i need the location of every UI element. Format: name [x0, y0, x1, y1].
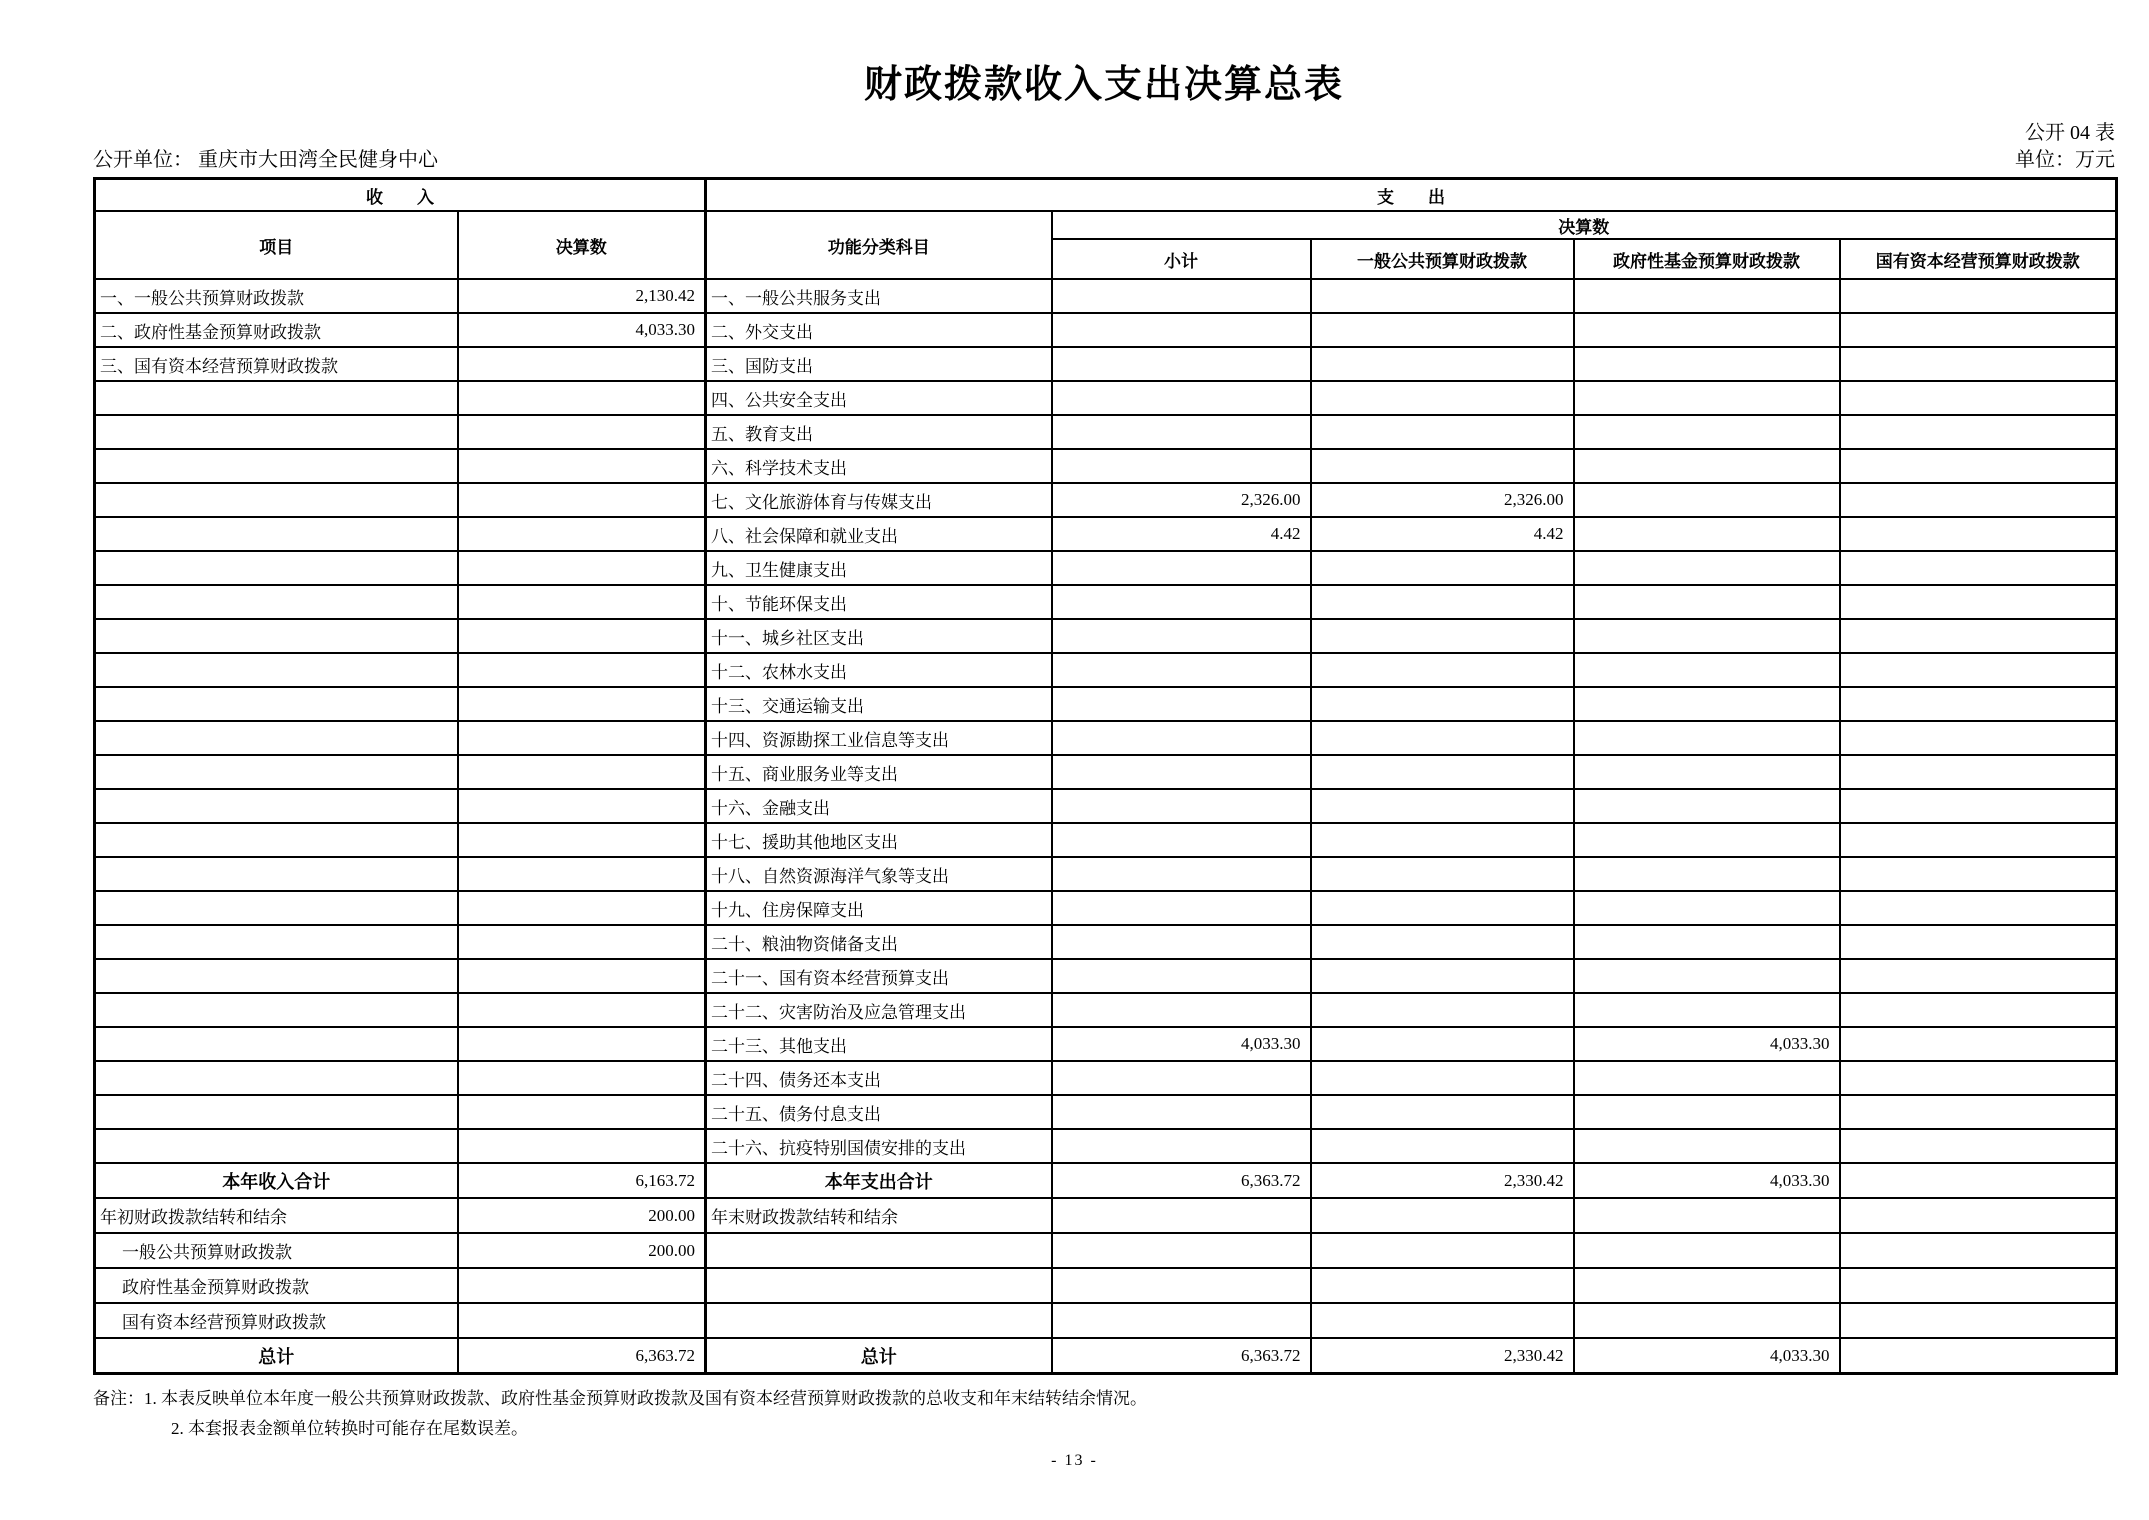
state-capital-cell — [1840, 483, 2117, 517]
table-row — [95, 279, 2117, 313]
table-row — [95, 1198, 2117, 1233]
gov-fund-cell — [1574, 551, 1840, 585]
income-item-cell: 一般公共预算财政拨款 — [95, 1233, 458, 1268]
table-row — [95, 1027, 2117, 1061]
state-capital-cell — [1840, 1233, 2117, 1268]
gov-fund-cell — [1574, 959, 1840, 993]
gov-fund-cell — [1574, 1095, 1840, 1129]
table-row — [95, 653, 2117, 687]
table-row — [95, 721, 2117, 755]
subtotal-cell — [1052, 1233, 1311, 1268]
notes-label: 备注： — [93, 1389, 144, 1408]
state-capital-cell — [1840, 1163, 2117, 1198]
fiscal-appropriation-table — [93, 177, 2118, 1375]
table-row — [95, 823, 2117, 857]
state-capital-cell — [1840, 721, 2117, 755]
income-value-cell — [458, 381, 706, 415]
state-capital-cell — [1840, 585, 2117, 619]
income-item-cell — [95, 415, 458, 449]
gov-fund-cell — [1574, 687, 1840, 721]
table-row — [95, 1268, 2117, 1303]
gov-fund-cell — [1574, 1129, 1840, 1163]
income-item-cell: 国有资本经营预算财政拨款 — [95, 1303, 458, 1338]
state-capital-cell — [1840, 1198, 2117, 1233]
general-budget-cell — [1311, 1061, 1574, 1095]
income-value-cell — [458, 1303, 706, 1338]
income-value-cell — [458, 789, 706, 823]
general-budget-cell — [1311, 1233, 1574, 1268]
income-value-cell: 200.00 — [458, 1198, 706, 1233]
expense-item-cell: 十三、交通运输支出 — [706, 687, 1052, 721]
income-value-cell — [458, 483, 706, 517]
subtotal-cell — [1052, 823, 1311, 857]
income-value-cell — [458, 1129, 706, 1163]
state-capital-cell — [1840, 891, 2117, 925]
gov-fund-cell — [1574, 857, 1840, 891]
col-header-state-capital: 国有资本经营预算财政拨款 — [1840, 239, 2117, 279]
income-item-cell — [95, 857, 458, 891]
income-value-cell — [458, 959, 706, 993]
note-text-2: 2. 本套报表金额单位转换时可能存在尾数误差。 — [171, 1419, 528, 1438]
table-header — [95, 179, 2117, 280]
income-item-cell — [95, 993, 458, 1027]
gov-fund-cell — [1574, 619, 1840, 653]
subtotal-cell — [1052, 925, 1311, 959]
meta-row — [93, 147, 2115, 174]
income-value-cell — [458, 1095, 706, 1129]
gov-fund-cell — [1574, 891, 1840, 925]
expense-item-cell: 九、卫生健康支出 — [706, 551, 1052, 585]
expense-item-cell: 八、社会保障和就业支出 — [706, 517, 1052, 551]
table-row — [95, 1061, 2117, 1095]
income-item-cell — [95, 755, 458, 789]
income-value-cell — [458, 653, 706, 687]
state-capital-cell — [1840, 1129, 2117, 1163]
expense-item-cell: 年末财政拨款结转和结余 — [706, 1198, 1052, 1233]
gov-fund-cell — [1574, 415, 1840, 449]
subtotal-cell — [1052, 653, 1311, 687]
income-item-cell: 三、国有资本经营预算财政拨款 — [95, 347, 458, 381]
general-budget-cell — [1311, 1129, 1574, 1163]
income-item-cell — [95, 721, 458, 755]
general-budget-cell: 2,330.42 — [1311, 1163, 1574, 1198]
page-number: - 13 - — [1051, 1452, 1098, 1469]
subtotal-cell — [1052, 721, 1311, 755]
table-row — [95, 585, 2117, 619]
income-value-cell: 2,130.42 — [458, 279, 706, 313]
general-budget-cell — [1311, 925, 1574, 959]
income-item-cell — [95, 891, 458, 925]
income-value-cell — [458, 1061, 706, 1095]
expense-item-cell: 二十三、其他支出 — [706, 1027, 1052, 1061]
expense-item-cell: 本年支出合计 — [706, 1163, 1052, 1198]
state-capital-cell — [1840, 381, 2117, 415]
state-capital-cell — [1840, 857, 2117, 891]
income-value-cell — [458, 721, 706, 755]
table-row — [95, 1338, 2117, 1374]
state-capital-cell — [1840, 551, 2117, 585]
general-budget-cell — [1311, 1027, 1574, 1061]
general-budget-cell — [1311, 993, 1574, 1027]
expense-item-cell: 十八、自然资源海洋气象等支出 — [706, 857, 1052, 891]
expense-item-cell: 二十二、灾害防治及应急管理支出 — [706, 993, 1052, 1027]
table-row — [95, 381, 2117, 415]
general-budget-cell — [1311, 653, 1574, 687]
income-item-cell — [95, 585, 458, 619]
income-value-cell: 6,363.72 — [458, 1338, 706, 1374]
expense-item-cell — [706, 1233, 1052, 1268]
state-capital-cell — [1840, 1303, 2117, 1338]
subtotal-cell — [1052, 993, 1311, 1027]
state-capital-cell — [1840, 823, 2117, 857]
general-budget-cell — [1311, 721, 1574, 755]
section-header-row — [95, 179, 2117, 212]
income-item-cell: 一、一般公共预算财政拨款 — [95, 279, 458, 313]
expense-item-cell: 三、国防支出 — [706, 347, 1052, 381]
expense-item-cell: 六、科学技术支出 — [706, 449, 1052, 483]
income-item-cell — [95, 619, 458, 653]
expense-item-cell: 十九、住房保障支出 — [706, 891, 1052, 925]
subtotal-cell — [1052, 347, 1311, 381]
income-value-cell: 200.00 — [458, 1233, 706, 1268]
income-value-cell — [458, 449, 706, 483]
gov-fund-cell — [1574, 1233, 1840, 1268]
gov-fund-cell — [1574, 585, 1840, 619]
gov-fund-cell — [1574, 993, 1840, 1027]
income-value-cell: 6,163.72 — [458, 1163, 706, 1198]
expense-item-cell: 一、一般公共服务支出 — [706, 279, 1052, 313]
income-item-cell — [95, 483, 458, 517]
table-row — [95, 755, 2117, 789]
subtotal-cell — [1052, 415, 1311, 449]
expense-item-cell — [706, 1303, 1052, 1338]
subtotal-cell — [1052, 687, 1311, 721]
table-body — [95, 279, 2117, 1374]
col-header-gov-fund: 政府性基金预算财政拨款 — [1574, 239, 1840, 279]
expense-item-cell: 十五、商业服务业等支出 — [706, 755, 1052, 789]
subtotal-cell — [1052, 551, 1311, 585]
state-capital-cell — [1840, 1095, 2117, 1129]
general-budget-cell — [1311, 687, 1574, 721]
subtotal-cell — [1052, 857, 1311, 891]
gov-fund-cell — [1574, 755, 1840, 789]
state-capital-cell — [1840, 279, 2117, 313]
gov-fund-cell — [1574, 789, 1840, 823]
income-item-cell — [95, 517, 458, 551]
general-budget-cell: 4.42 — [1311, 517, 1574, 551]
publisher-line: 公开单位： 重庆市大田湾全民健身中心 — [93, 149, 438, 171]
income-value-cell — [458, 993, 706, 1027]
gov-fund-cell — [1574, 381, 1840, 415]
state-capital-cell — [1840, 347, 2117, 381]
subtotal-cell — [1052, 313, 1311, 347]
table-row — [95, 1095, 2117, 1129]
state-capital-cell — [1840, 925, 2117, 959]
subtotal-cell: 2,326.00 — [1052, 483, 1311, 517]
state-capital-cell — [1840, 1027, 2117, 1061]
gov-fund-cell — [1574, 721, 1840, 755]
general-budget-cell — [1311, 381, 1574, 415]
income-item-cell — [95, 551, 458, 585]
income-item-cell — [95, 1129, 458, 1163]
income-value-cell — [458, 891, 706, 925]
general-budget-cell — [1311, 755, 1574, 789]
general-budget-cell — [1311, 449, 1574, 483]
table-row — [95, 347, 2117, 381]
income-item-cell: 总计 — [95, 1338, 458, 1374]
expense-item-cell: 总计 — [706, 1338, 1052, 1374]
expense-item-cell: 十二、农林水支出 — [706, 653, 1052, 687]
income-section-header: 收 入 — [95, 179, 706, 212]
income-value-cell — [458, 857, 706, 891]
table-row — [95, 857, 2117, 891]
general-budget-cell — [1311, 789, 1574, 823]
note-line-2 — [93, 1414, 2115, 1444]
general-budget-cell — [1311, 959, 1574, 993]
table-row — [95, 993, 2117, 1027]
state-capital-cell — [1840, 993, 2117, 1027]
gov-fund-cell — [1574, 517, 1840, 551]
expense-item-cell: 二十、粮油物资储备支出 — [706, 925, 1052, 959]
state-capital-cell — [1840, 653, 2117, 687]
table-row — [95, 1129, 2117, 1163]
income-value-cell — [458, 585, 706, 619]
state-capital-cell — [1840, 415, 2117, 449]
unit-label: 单位：万元 — [2015, 149, 2115, 171]
subtotal-cell — [1052, 1095, 1311, 1129]
subtotal-cell — [1052, 891, 1311, 925]
note-line-1 — [93, 1384, 2115, 1414]
general-budget-cell — [1311, 891, 1574, 925]
note-text-1: 1. 本表反映单位本年度一般公共预算财政拨款、政府性基金预算财政拨款及国有资本经营预算财政拨款的总收支和年末结转结余情况。 — [144, 1389, 1147, 1408]
gov-fund-cell: 4,033.30 — [1574, 1163, 1840, 1198]
subtotal-cell: 4,033.30 — [1052, 1027, 1311, 1061]
form-number: 公开 04 表 — [2025, 122, 2115, 144]
expense-item-cell: 十六、金融支出 — [706, 789, 1052, 823]
gov-fund-cell: 4,033.30 — [1574, 1027, 1840, 1061]
subtotal-cell — [1052, 755, 1311, 789]
income-value-cell — [458, 823, 706, 857]
general-budget-cell — [1311, 415, 1574, 449]
income-item-cell — [95, 687, 458, 721]
col-header-function-subject: 功能分类科目 — [706, 211, 1052, 279]
state-capital-cell — [1840, 313, 2117, 347]
income-value-cell — [458, 551, 706, 585]
gov-fund-cell: 4,033.30 — [1574, 1338, 1840, 1374]
col-header-subtotal: 小计 — [1052, 239, 1311, 279]
table-row — [95, 313, 2117, 347]
income-item-cell — [95, 653, 458, 687]
income-item-cell — [95, 381, 458, 415]
general-budget-cell — [1311, 585, 1574, 619]
income-item-cell: 本年收入合计 — [95, 1163, 458, 1198]
table-row — [95, 449, 2117, 483]
expense-item-cell: 四、公共安全支出 — [706, 381, 1052, 415]
expense-item-cell: 二十六、抗疫特别国债安排的支出 — [706, 1129, 1052, 1163]
subtotal-cell — [1052, 959, 1311, 993]
gov-fund-cell — [1574, 1198, 1840, 1233]
subtotal-cell — [1052, 1268, 1311, 1303]
col-header-final-amount: 决算数 — [458, 211, 706, 279]
expense-item-cell: 二十四、债务还本支出 — [706, 1061, 1052, 1095]
general-budget-cell — [1311, 823, 1574, 857]
gov-fund-cell — [1574, 925, 1840, 959]
income-value-cell — [458, 415, 706, 449]
subtotal-cell — [1052, 619, 1311, 653]
expense-item-cell: 二十一、国有资本经营预算支出 — [706, 959, 1052, 993]
state-capital-cell — [1840, 959, 2117, 993]
income-value-cell — [458, 925, 706, 959]
state-capital-cell — [1840, 1338, 2117, 1374]
income-value-cell — [458, 347, 706, 381]
income-item-cell — [95, 1061, 458, 1095]
state-capital-cell — [1840, 619, 2117, 653]
gov-fund-cell — [1574, 313, 1840, 347]
gov-fund-cell — [1574, 483, 1840, 517]
income-item-cell: 二、政府性基金预算财政拨款 — [95, 313, 458, 347]
column-header-row-1 — [95, 211, 2117, 239]
table-row — [95, 959, 2117, 993]
general-budget-cell: 2,326.00 — [1311, 483, 1574, 517]
document-sheet — [93, 0, 2115, 1444]
income-value-cell — [458, 517, 706, 551]
income-item-cell — [95, 789, 458, 823]
subtotal-cell: 4.42 — [1052, 517, 1311, 551]
gov-fund-cell — [1574, 279, 1840, 313]
notes — [93, 1384, 2115, 1444]
subtotal-cell — [1052, 279, 1311, 313]
income-item-cell — [95, 823, 458, 857]
income-item-cell — [95, 449, 458, 483]
subtotal-cell — [1052, 585, 1311, 619]
subtotal-cell — [1052, 1303, 1311, 1338]
col-header-expense-final-amount: 决算数 — [1052, 211, 2117, 239]
general-budget-cell — [1311, 313, 1574, 347]
income-item-cell — [95, 1095, 458, 1129]
table-row — [95, 551, 2117, 585]
expense-item-cell: 七、文化旅游体育与传媒支出 — [706, 483, 1052, 517]
subtotal-cell — [1052, 1061, 1311, 1095]
col-header-item: 项目 — [95, 211, 458, 279]
table-row — [95, 415, 2117, 449]
state-capital-cell — [1840, 1061, 2117, 1095]
income-value-cell — [458, 687, 706, 721]
income-item-cell — [95, 959, 458, 993]
gov-fund-cell — [1574, 1061, 1840, 1095]
income-value-cell: 4,033.30 — [458, 313, 706, 347]
general-budget-cell — [1311, 551, 1574, 585]
table-row — [95, 619, 2117, 653]
income-value-cell — [458, 1027, 706, 1061]
col-header-general-budget: 一般公共预算财政拨款 — [1311, 239, 1574, 279]
page-title: 财政拨款收入支出决算总表 — [863, 64, 1344, 106]
gov-fund-cell — [1574, 1268, 1840, 1303]
general-budget-cell — [1311, 619, 1574, 653]
income-item-cell — [95, 1027, 458, 1061]
expense-item-cell: 二十五、债务付息支出 — [706, 1095, 1052, 1129]
expense-item-cell: 二、外交支出 — [706, 313, 1052, 347]
state-capital-cell — [1840, 755, 2117, 789]
income-value-cell — [458, 755, 706, 789]
income-item-cell: 政府性基金预算财政拨款 — [95, 1268, 458, 1303]
general-budget-cell — [1311, 1198, 1574, 1233]
income-value-cell — [458, 619, 706, 653]
table-row — [95, 517, 2117, 551]
expense-item-cell: 十四、资源勘探工业信息等支出 — [706, 721, 1052, 755]
general-budget-cell — [1311, 1303, 1574, 1338]
general-budget-cell — [1311, 347, 1574, 381]
expense-item-cell — [706, 1268, 1052, 1303]
state-capital-cell — [1840, 1268, 2117, 1303]
state-capital-cell — [1840, 789, 2117, 823]
subtotal-cell — [1052, 1198, 1311, 1233]
expense-item-cell: 十、节能环保支出 — [706, 585, 1052, 619]
income-item-cell: 年初财政拨款结转和结余 — [95, 1198, 458, 1233]
expense-item-cell: 十七、援助其他地区支出 — [706, 823, 1052, 857]
subtotal-cell — [1052, 1129, 1311, 1163]
gov-fund-cell — [1574, 823, 1840, 857]
general-budget-cell — [1311, 1095, 1574, 1129]
general-budget-cell — [1311, 857, 1574, 891]
table-row — [95, 891, 2117, 925]
state-capital-cell — [1840, 687, 2117, 721]
expense-item-cell: 十一、城乡社区支出 — [706, 619, 1052, 653]
gov-fund-cell — [1574, 1303, 1840, 1338]
general-budget-cell — [1311, 279, 1574, 313]
subtotal-cell: 6,363.72 — [1052, 1338, 1311, 1374]
subtotal-cell: 6,363.72 — [1052, 1163, 1311, 1198]
gov-fund-cell — [1574, 347, 1840, 381]
expense-item-cell: 五、教育支出 — [706, 415, 1052, 449]
general-budget-cell: 2,330.42 — [1311, 1338, 1574, 1374]
gov-fund-cell — [1574, 653, 1840, 687]
table-row — [95, 1163, 2117, 1198]
state-capital-cell — [1840, 449, 2117, 483]
income-item-cell — [95, 925, 458, 959]
table-row — [95, 789, 2117, 823]
table-row — [95, 483, 2117, 517]
general-budget-cell — [1311, 1268, 1574, 1303]
table-row — [95, 1233, 2117, 1268]
state-capital-cell — [1840, 517, 2117, 551]
expense-section-header: 支 出 — [706, 179, 2117, 212]
subtotal-cell — [1052, 789, 1311, 823]
subtotal-cell — [1052, 381, 1311, 415]
table-row — [95, 925, 2117, 959]
table-row — [95, 687, 2117, 721]
gov-fund-cell — [1574, 449, 1840, 483]
subtotal-cell — [1052, 449, 1311, 483]
income-value-cell — [458, 1268, 706, 1303]
table-row — [95, 1303, 2117, 1338]
